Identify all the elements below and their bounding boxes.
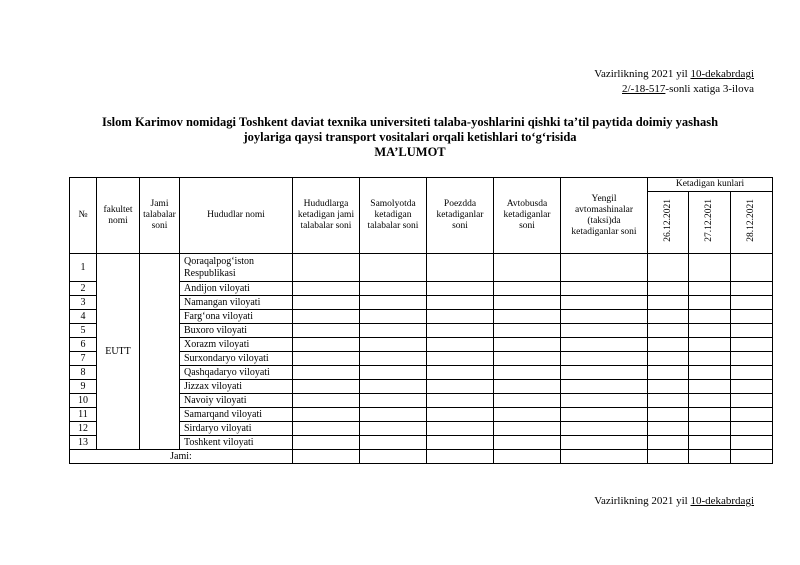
empty-cell bbox=[427, 366, 494, 380]
empty-cell bbox=[731, 380, 773, 394]
empty-cell bbox=[689, 422, 731, 436]
document-reference-bottom bbox=[594, 494, 754, 509]
empty-cell bbox=[293, 436, 360, 450]
empty-cell bbox=[731, 408, 773, 422]
empty-cell bbox=[293, 450, 360, 464]
ref-prefix: Vazirlikning 2021 yil bbox=[594, 68, 691, 80]
empty-cell bbox=[427, 310, 494, 324]
empty-cell bbox=[360, 408, 427, 422]
empty-cell bbox=[494, 324, 561, 338]
empty-cell bbox=[293, 282, 360, 296]
row-number: 3 bbox=[70, 296, 97, 310]
ref-number: 2/-18-517 bbox=[622, 83, 666, 95]
empty-cell bbox=[360, 282, 427, 296]
empty-cell bbox=[427, 380, 494, 394]
empty-cell bbox=[427, 352, 494, 366]
region-name: Qashqadaryo viloyati bbox=[180, 366, 293, 380]
empty-cell bbox=[561, 436, 648, 450]
title-line-3: MA’LUMOT bbox=[374, 145, 446, 159]
header-total-students: Jami talabalar soni bbox=[140, 178, 180, 254]
title-line-1: Islom Karimov nomidagi Toshkent daviat texnika universiteti talaba-yoshlarini qishki ta’til paytida doimiy yashash bbox=[101, 115, 719, 129]
empty-cell bbox=[427, 282, 494, 296]
empty-cell bbox=[360, 254, 427, 282]
empty-cell bbox=[494, 352, 561, 366]
empty-cell bbox=[293, 394, 360, 408]
title-line-2: joylariga qaysi transport vositalari orqali ketishlari to‘g‘risida bbox=[243, 130, 577, 144]
empty-cell bbox=[360, 310, 427, 324]
region-name: Namangan viloyati bbox=[180, 296, 293, 310]
empty-cell bbox=[689, 254, 731, 282]
ref-bottom-prefix: Vazirlikning 2021 yil bbox=[594, 495, 691, 507]
empty-cell bbox=[494, 366, 561, 380]
empty-cell bbox=[689, 380, 731, 394]
empty-cell bbox=[731, 254, 773, 282]
faculty-cell: EUTT bbox=[97, 254, 140, 450]
total-label: Jami: bbox=[70, 450, 293, 464]
empty-cell bbox=[293, 422, 360, 436]
row-number: 10 bbox=[70, 394, 97, 408]
empty-cell bbox=[648, 422, 689, 436]
empty-cell bbox=[494, 394, 561, 408]
empty-cell bbox=[360, 380, 427, 394]
empty-cell bbox=[731, 450, 773, 464]
empty-cell bbox=[689, 366, 731, 380]
empty-cell bbox=[494, 408, 561, 422]
row-number: 8 bbox=[70, 366, 97, 380]
empty-cell bbox=[648, 352, 689, 366]
empty-cell bbox=[494, 254, 561, 282]
empty-cell bbox=[360, 436, 427, 450]
region-line-1: Qoraqalpog‘iston bbox=[184, 255, 254, 267]
empty-cell bbox=[731, 310, 773, 324]
region-name: Jizzax viloyati bbox=[180, 380, 293, 394]
empty-cell bbox=[689, 296, 731, 310]
empty-cell bbox=[293, 366, 360, 380]
header-day-1 bbox=[648, 192, 689, 254]
empty-cell bbox=[360, 324, 427, 338]
empty-cell bbox=[427, 254, 494, 282]
header-bus: Avtobusda ketadiganlar soni bbox=[494, 178, 561, 254]
empty-cell bbox=[731, 338, 773, 352]
empty-cell bbox=[731, 394, 773, 408]
empty-cell bbox=[293, 338, 360, 352]
header-regions: Hududlar nomi bbox=[180, 178, 293, 254]
empty-cell bbox=[360, 296, 427, 310]
empty-cell bbox=[293, 324, 360, 338]
table-row bbox=[70, 254, 773, 282]
header-car: Yengil avtomashinalar (taksi)da ketadiganlar soni bbox=[561, 178, 648, 254]
empty-cell bbox=[561, 394, 648, 408]
empty-cell bbox=[561, 422, 648, 436]
empty-cell bbox=[648, 338, 689, 352]
document-title bbox=[60, 115, 760, 160]
region-name: Andijon viloyati bbox=[180, 282, 293, 296]
empty-cell bbox=[648, 366, 689, 380]
document-reference bbox=[594, 67, 754, 97]
empty-cell bbox=[689, 394, 731, 408]
empty-cell bbox=[731, 366, 773, 380]
ref-bottom-date: 10-dekabrdagi bbox=[690, 495, 754, 507]
row-number: 2 bbox=[70, 282, 97, 296]
empty-cell bbox=[731, 422, 773, 436]
region-name: Xorazm viloyati bbox=[180, 338, 293, 352]
empty-cell bbox=[293, 310, 360, 324]
ref-date: 10-dekabrdagi bbox=[690, 68, 754, 80]
empty-cell bbox=[360, 422, 427, 436]
empty-cell bbox=[689, 338, 731, 352]
empty-cell bbox=[360, 450, 427, 464]
empty-cell bbox=[731, 436, 773, 450]
empty-cell bbox=[561, 408, 648, 422]
empty-cell bbox=[731, 352, 773, 366]
empty-cell bbox=[494, 436, 561, 450]
empty-cell bbox=[648, 254, 689, 282]
empty-cell bbox=[731, 296, 773, 310]
empty-cell bbox=[360, 338, 427, 352]
empty-cell bbox=[648, 324, 689, 338]
empty-cell bbox=[689, 324, 731, 338]
data-table bbox=[69, 177, 773, 464]
region-name: Samarqand viloyati bbox=[180, 408, 293, 422]
ref-suffix: -sonli xatiga 3-ilova bbox=[665, 83, 754, 95]
empty-cell bbox=[561, 282, 648, 296]
day-3-label: 28.12.2021 bbox=[746, 199, 756, 242]
empty-cell bbox=[360, 394, 427, 408]
empty-cell bbox=[731, 282, 773, 296]
empty-cell bbox=[689, 310, 731, 324]
empty-cell bbox=[648, 380, 689, 394]
empty-cell bbox=[494, 282, 561, 296]
header-day-3 bbox=[731, 192, 773, 254]
empty-cell bbox=[494, 380, 561, 394]
empty-cell bbox=[561, 324, 648, 338]
empty-cell bbox=[494, 310, 561, 324]
empty-cell bbox=[689, 352, 731, 366]
total-row bbox=[70, 450, 773, 464]
row-number: 4 bbox=[70, 310, 97, 324]
empty-cell bbox=[293, 380, 360, 394]
header-no: № bbox=[70, 178, 97, 254]
empty-cell bbox=[561, 296, 648, 310]
row-number: 7 bbox=[70, 352, 97, 366]
empty-cell bbox=[561, 254, 648, 282]
empty-cell bbox=[689, 450, 731, 464]
empty-cell bbox=[648, 296, 689, 310]
empty-cell bbox=[561, 380, 648, 394]
row-number: 9 bbox=[70, 380, 97, 394]
empty-cell bbox=[561, 366, 648, 380]
region-name: Toshkent viloyati bbox=[180, 436, 293, 450]
header-train: Poezdda ketadiganlar soni bbox=[427, 178, 494, 254]
empty-cell bbox=[561, 338, 648, 352]
region-name: Surxondaryo viloyati bbox=[180, 352, 293, 366]
empty-cell bbox=[427, 338, 494, 352]
header-plane: Samolyotda ketadigan talabalar soni bbox=[360, 178, 427, 254]
region-name: Sirdaryo viloyati bbox=[180, 422, 293, 436]
empty-cell bbox=[561, 352, 648, 366]
empty-cell bbox=[494, 338, 561, 352]
empty-cell bbox=[427, 408, 494, 422]
empty-cell bbox=[731, 324, 773, 338]
empty-cell bbox=[293, 408, 360, 422]
row-number: 12 bbox=[70, 422, 97, 436]
region-name: Navoiy viloyati bbox=[180, 394, 293, 408]
header-days-group: Ketadigan kunlari bbox=[648, 178, 773, 192]
region-name: Farg‘ona viloyati bbox=[180, 310, 293, 324]
empty-cell bbox=[561, 310, 648, 324]
empty-cell bbox=[427, 436, 494, 450]
empty-cell bbox=[427, 296, 494, 310]
header-going-total: Hududlarga ketadigan jami talabalar soni bbox=[293, 178, 360, 254]
empty-cell bbox=[427, 422, 494, 436]
empty-cell bbox=[648, 450, 689, 464]
empty-cell bbox=[494, 296, 561, 310]
empty-cell bbox=[293, 296, 360, 310]
empty-cell bbox=[293, 352, 360, 366]
day-1-label: 26.12.2021 bbox=[662, 199, 673, 242]
empty-cell bbox=[689, 436, 731, 450]
empty-cell bbox=[561, 450, 648, 464]
row-number: 1 bbox=[70, 254, 97, 282]
row-number: 6 bbox=[70, 338, 97, 352]
region-line-2: Respublikasi bbox=[184, 267, 236, 279]
region-name: Buxoro viloyati bbox=[180, 324, 293, 338]
row-number: 11 bbox=[70, 408, 97, 422]
empty-cell bbox=[494, 422, 561, 436]
empty-cell bbox=[689, 282, 731, 296]
total-students-cell bbox=[140, 254, 180, 450]
header-faculty: fakultet nomi bbox=[97, 178, 140, 254]
empty-cell bbox=[360, 352, 427, 366]
row-number: 5 bbox=[70, 324, 97, 338]
header-row bbox=[70, 178, 773, 192]
empty-cell bbox=[648, 394, 689, 408]
empty-cell bbox=[293, 254, 360, 282]
empty-cell bbox=[648, 282, 689, 296]
empty-cell bbox=[648, 408, 689, 422]
empty-cell bbox=[689, 408, 731, 422]
header-day-2 bbox=[689, 192, 731, 254]
region-name bbox=[180, 254, 293, 282]
row-number: 13 bbox=[70, 436, 97, 450]
empty-cell bbox=[427, 394, 494, 408]
empty-cell bbox=[360, 366, 427, 380]
empty-cell bbox=[648, 310, 689, 324]
empty-cell bbox=[427, 450, 494, 464]
empty-cell bbox=[427, 324, 494, 338]
day-2-label: 27.12.2021 bbox=[704, 199, 714, 242]
empty-cell bbox=[648, 436, 689, 450]
empty-cell bbox=[494, 450, 561, 464]
